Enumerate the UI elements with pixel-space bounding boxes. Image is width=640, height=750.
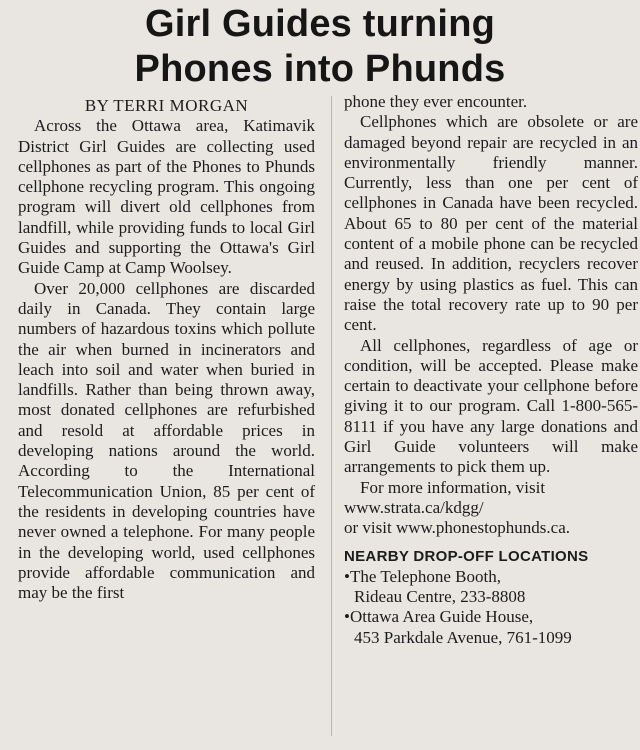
headline [0,2,640,92]
location-address: Rideau Centre, 233-8808 [354,587,526,607]
paragraph-discarded: Over 20,000 cellphones are discarded daily in Canada. They contain large numbers of hazardous toxins which pollute the air when burned in incinerators and leach into soil and water when buried in landfills. Rather than being thrown away, most donated cellphones are refurbished and resold at affordable prices in developing nations around the world. According to the International Telecommunication Union, 85 per cent of the residents in developing countries have never owned a telephone. For many people in the developing world, used cellphones provide affordable communication and may be the first [18,278,315,603]
paragraph-intro: Across the Ottawa area, Katimavik District Girl Guides are collecting used cellphones as part of the Phones to Phunds cellphone recycling program. This ongoing program will divert old cellphones from landfill, while providing funds to local Girl Guides and supporting the Ottawa's Girl Guide Camp at Camp Woolsey. [18,116,315,278]
location-name: •The Telephone Booth, [344,566,501,586]
dropoff-heading: NEARBY DROP-OFF LOCATIONS [344,547,589,565]
paragraph-continuation: phone they ever encounter. [344,92,528,111]
location-name: •Ottawa Area Guide House, [344,607,534,627]
headline-line-2: Phones into Phunds [134,48,506,90]
column-left [18,96,315,603]
location-address: 453 Parkdale Avenue, 761-1099 [354,627,572,647]
more-info-alt-url: or visit www.phonestophunds.ca. [344,518,571,538]
column-right [344,92,638,648]
headline-line-1: Girl Guides turning [144,3,496,45]
more-info-text: For more information, visit [360,477,546,497]
paragraph-recycling: Cellphones which are obsolete or are damaged beyond repair are recycled in an environmentally friendly manner. Currently, less than one per cent of cellphones in Canada have been recycled. About 65 to 80 per cent of the material content of a mobile phone can be recycled and reused. In addition, recyclers recover energy by using plastics as fuel. This can raise the total recovery rate up to 90 per cent. [344,112,638,335]
paragraph-acceptance: All cellphones, regardless of age or condition, will be accepted. Please make certain to deactivate your cellphone before giving it to our program. Call 1-800-565-8111 if you have any large donations and Girl Guide volunteers will make arrangements to pick them up. [344,335,638,477]
dropoff-location [344,567,638,608]
more-info-url: www.strata.ca/kdgg/ [344,497,484,517]
column-divider [331,96,332,736]
byline: BY TERRI MORGAN [84,96,249,115]
dropoff-location [344,607,638,648]
